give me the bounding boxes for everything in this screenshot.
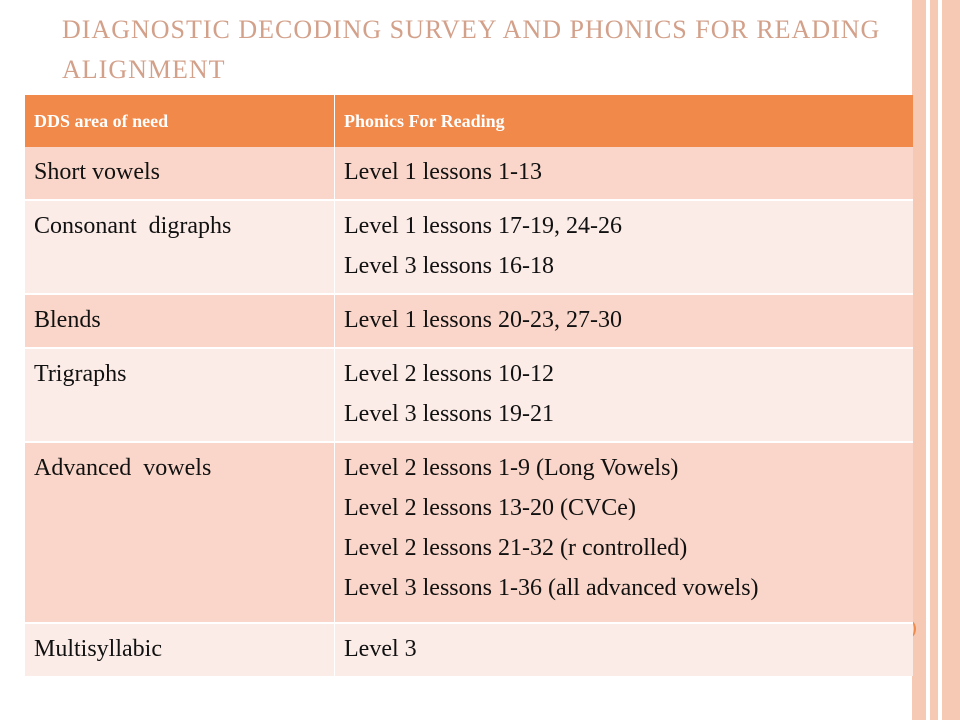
table-row xyxy=(25,294,913,348)
area-cell: Blends xyxy=(25,294,335,348)
area-cell: Advanced vowels xyxy=(25,442,335,623)
lesson-line: Level 1 lessons 20-23, 27-30 xyxy=(344,307,622,333)
slide-title: DIAGNOSTIC DECODING SURVEY AND PHONICS FOR READING ALIGNMENT xyxy=(62,15,881,84)
area-cell: Multisyllabic xyxy=(25,623,335,676)
lessons-cell xyxy=(335,147,914,200)
lesson-line: Level 1 lessons 1-13 xyxy=(344,159,542,185)
area-cell: Short vowels xyxy=(25,147,335,200)
lessons-cell xyxy=(335,623,914,676)
lessons-cell xyxy=(335,200,914,294)
header-phonics: Phonics For Reading xyxy=(335,95,914,147)
table-row xyxy=(25,623,913,676)
lesson-line: Level 2 lessons 1-9 (Long Vowels) xyxy=(344,455,679,481)
alignment-table xyxy=(25,95,913,676)
header-dds-area: DDS area of need xyxy=(25,95,335,147)
lesson-line: Level 1 lessons 17-19, 24-26 xyxy=(344,213,622,239)
lesson-line: Level 3 lessons 1-36 (all advanced vowels) xyxy=(344,575,759,601)
table-row xyxy=(25,147,913,200)
lesson-line: Level 3 lessons 19-21 xyxy=(344,401,554,427)
lesson-line: Level 2 lessons 13-20 (CVCe) xyxy=(344,495,636,521)
table-row xyxy=(25,442,913,623)
area-cell: Trigraphs xyxy=(25,348,335,442)
area-cell: Consonant digraphs xyxy=(25,200,335,294)
decorative-side-strip xyxy=(912,0,960,720)
lesson-line: Level 3 xyxy=(344,636,417,662)
lesson-line: Level 2 lessons 21-32 (r controlled) xyxy=(344,535,688,561)
table-row xyxy=(25,200,913,294)
lessons-cell xyxy=(335,442,914,623)
table-row xyxy=(25,348,913,442)
lesson-line: Level 2 lessons 10-12 xyxy=(344,361,554,387)
lessons-cell xyxy=(335,294,914,348)
lesson-line: Level 3 lessons 16-18 xyxy=(344,253,554,279)
table-header-row xyxy=(25,95,913,147)
lessons-cell xyxy=(335,348,914,442)
